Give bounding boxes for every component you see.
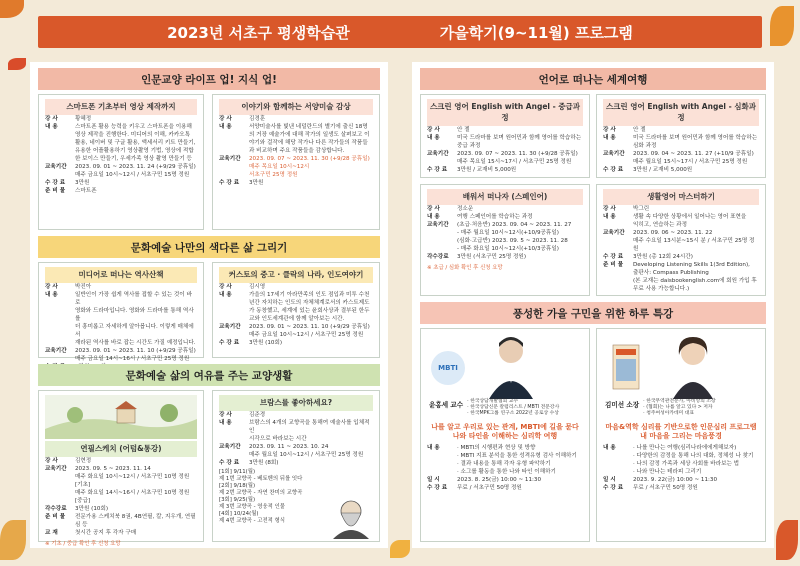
row-key: 준 비 물 [603, 262, 624, 268]
row-key: 준 비 물 [45, 188, 66, 194]
row-key: 교육기간 [45, 348, 67, 354]
row-value: 첫시간 공지 후 각자 구매 [75, 530, 137, 536]
leaf-decoration [0, 0, 24, 18]
row-key: 강 사 [219, 284, 232, 290]
row-value: 2023. 09. 07 ~ 2023. 11. 30 (+9/28 공휴일) 매주 목요일 15시~17시 / 서초구민 25명 정원 [457, 151, 578, 165]
row-key: 교육기간 [427, 151, 449, 157]
row-value: 2023. 09. 5 ~ 2023. 11. 14 매주 화요일 10시~12시 / 서초구민 10명 정원 [기초] 매주 화요일 14시~16시 / 서초구민 10명 정원 [중급] [75, 466, 190, 504]
row-key: 강 사 [219, 412, 232, 418]
course-title: 브람스를 좋아하세요? [219, 395, 373, 411]
course-title: 이야기와 함께하는 서양미술 감상 [219, 99, 373, 115]
leaf-decoration [8, 58, 26, 70]
right-page [412, 62, 774, 548]
mbti-badge-icon: MBTI [431, 351, 465, 385]
row-key: 강 사 [603, 127, 616, 133]
leaf-decoration [0, 520, 26, 560]
row-value: 전문가용 스케치북 8권, 4B연필, 칼, 지우개, 연필심 등 [75, 514, 196, 528]
row-key: 교육기간 [45, 466, 67, 472]
course-card-daily-english[interactable] [596, 184, 766, 296]
row-key: 강 사 [427, 206, 440, 212]
row-value: 3만원 (8회) [249, 460, 279, 466]
row-key: 강 사 [603, 206, 616, 212]
row-value: 3만원 [249, 180, 264, 186]
book-cover-icon [613, 345, 639, 389]
lecture-title: 마음&역학 심리를 기반으로한 인문심리 프로그램 내 마음을 그리는 마음풍경 [605, 423, 757, 440]
section-header-special-lecture: 풍성한 가을 구민을 위한 하루 특강 [420, 302, 766, 324]
row-key: 수 강 료 [219, 180, 240, 186]
row-key: 각수강료 [45, 506, 67, 512]
row-value: 정소운 [457, 206, 474, 212]
row-value: · MBTI의 시행편과 현상 및 방향 · MBTI 지표 분석을 통한 성격유형 검사 이해하기 · 결과 내용을 통해 각자 유형 파악하기 · 소그룹 활동을 통한 나와 타인 이해하기 [457, 445, 577, 475]
row-value: 무료 / 서초구민 50명 정원 [633, 485, 698, 491]
row-key: 일 시 [603, 477, 616, 483]
row-key: 수 강 료 [219, 460, 240, 466]
row-key: 교육기간 [219, 444, 241, 450]
row-value: 브람스의 4개의 교향곡을 통해여 예술사를 입체적인 시각으로 바라보는 시간 [249, 420, 370, 442]
row-key: 교육기간 [427, 222, 449, 228]
row-key: 내 용 [427, 135, 440, 141]
speaker-portrait-icon [667, 333, 719, 399]
row-value: 3만원 (10회) [249, 340, 283, 346]
course-card-brahms[interactable] [212, 390, 380, 542]
row-value: 일반인이 가장 쉽게 역사를 접할 수 있는 것이 바로 영화와 드라마입니다. 영화와 드라마를 통해 역사를 더 흥미롭고 자세하게 알아봅니다. 이렇게 매체에서 재라된 역사를 바로 잡는 시간도 가질 예정입니다. [75, 292, 196, 346]
section-header-humanities: 인문교양 라이프 업! 지식 업! [38, 68, 380, 90]
row-key: 내 용 [219, 292, 232, 298]
course-title: 스마트폰 기초부터 영상 제작까지 [45, 99, 197, 115]
row-key: 준 비 물 [45, 514, 66, 520]
row-key: 수 강 료 [603, 254, 624, 260]
row-value: 안 젤 [633, 127, 646, 133]
row-value: 2023. 09. 11 ~ 2023. 10. 24 매주 월요일 10시~12시 / 서초구민 25명 정원 [249, 444, 364, 458]
row-value: 2023. 09. 01 ~ 2023. 11. 24 (+9/29 공휴일) 매주 금요일 10시~12시 / 서초구민 15명 정원 [75, 164, 196, 178]
row-key: 수 강 료 [427, 485, 448, 491]
row-value: 가을의 17세기 아라만족의 인도 점입과 미투 수천 년간 자치하는 인도의 자체체계로서의 카스트제도 가 동창했고, 세계에 있는 윤회사상과 결부된 한두 교와 인도세계관에 함께 알아보는 시간. [249, 292, 370, 322]
course-note: ※ 초급 / 심화 확인 후 신청 요망 [427, 265, 503, 271]
header-bar [38, 16, 762, 48]
row-key: 내 용 [45, 292, 58, 298]
lecture-card-mbti[interactable] [420, 328, 590, 542]
course-card-india-story[interactable] [212, 262, 380, 358]
row-key: 강 사 [45, 116, 58, 122]
section-header-culture: 문화예술 나만의 색다른 삶 그리기 [38, 236, 380, 258]
row-value: 2023. 09. 06 ~ 2023. 11. 22 매주 수요일 13시분~15시 분 / 서초구민 25명 정원 [633, 230, 755, 252]
row-key: 내 용 [427, 445, 440, 451]
header-title-right: 가을학기(9~11월) 프로그램 [439, 23, 633, 42]
row-value: · 나를 만나는 여행(심리나라에에게해보자) · 다양한의 감정을 통해 나의 대화, 정체성 나 찾기 · 나의 감정 가족과 세상 사회를 바라보는 법 · 나와 만나는 테라피 그리기 [633, 445, 754, 475]
row-value: 2023. 09. 01 ~ 2023. 11. 10 (+9/29 공휴일) 매주 금요일 10시~12시 / 서초구민 25명 정원 [249, 324, 370, 338]
row-value: 3만원 / 교재비 5,000원 [457, 167, 517, 173]
row-key: 내 용 [603, 135, 616, 141]
row-key: 수 강 료 [427, 167, 448, 173]
course-card-pencil-sketch[interactable] [38, 390, 204, 547]
speaker-name: 김미선 소장 [605, 401, 640, 409]
section-header-leisure: 문화예술 삶의 여유를 주는 교양생활 [38, 364, 380, 386]
row-key: 교육기간 [45, 164, 67, 170]
leaf-decoration [776, 520, 798, 560]
course-card-media-history[interactable] [38, 262, 204, 362]
course-card-smartphone[interactable] [38, 94, 204, 230]
row-value: 미국 드라마를 보며 원어민과 함께 영어를 학습하는 중급 과정 [457, 135, 582, 149]
brahms-portrait-illustration [329, 495, 373, 539]
course-title: 스크린 영어 English with Angel - 심화과정 [603, 99, 759, 126]
course-card-english-intermediate[interactable] [420, 94, 590, 178]
row-key: 내 용 [603, 445, 616, 451]
course-card-english-advanced[interactable] [596, 94, 766, 178]
row-value: 3만원 / 교재비 5,000원 [633, 167, 693, 173]
row-key: 강 사 [45, 284, 58, 290]
lecture-title: 나를 알고 우리로 있는 관계, MBTI에 길을 묻다 나와 타인을 이해하는 심리학 여행 [431, 423, 579, 440]
row-value: 3만원 (10회) [75, 506, 109, 512]
landscape-sketch-illustration [45, 395, 197, 439]
row-value: 3만원 (총 12회 24시간) [633, 254, 693, 260]
row-key: 수 강 료 [603, 485, 624, 491]
row-value: 3만원 [75, 180, 90, 186]
row-value: 안 젤 [457, 127, 470, 133]
row-value: 2023. 09. 01 ~ 2023. 11. 10 (+9/29 공휴일) 매주 금요일 14시~16시 / 서초구민 25명 정원 [75, 348, 196, 362]
row-key: 내 용 [219, 124, 232, 130]
row-value: 김시영 [249, 284, 266, 290]
row-value: 스마트폰 [75, 188, 97, 194]
course-card-spanish[interactable] [420, 184, 590, 296]
row-key: 교육기간 [219, 156, 241, 162]
row-key: 교육기간 [603, 230, 625, 236]
row-value: 무료 / 서초구민 50명 정원 [457, 485, 522, 491]
row-key: 교육기간 [219, 324, 241, 330]
row-value: 스마트폰 활용 능력을 키우고 스마트폰을 이용해 영상 제작을 진행한다. 미디어의 이해, 카카오톡 활용, 네이버 및 구글 활용, 액세서리 키트 만들기, 유용한 어플활용하기 영상촬영 기법, 영상에 적합 한 보이스 만들기, 우세가족 영상 촬영 만들기 등 [75, 124, 196, 162]
row-value: 2023. 09. 04 ~ 2023. 11. 27 (+10/9 공휴일) 매주 월요일 15시~17시 / 서초구민 25명 정원 [633, 151, 754, 165]
row-value: (초급·처음반) 2023. 09. 04 ~ 2023. 11. 27 - 매주 월요일 10시~12시(+10/9공휴일) (심화·고급반) 2023. 09. 5 ~ 2023. 11. 28 - 매주 화요일 10시~12시(+10/3공휴일) [457, 222, 572, 252]
row-key: 수 강 료 [603, 167, 624, 173]
row-key: 내 용 [219, 420, 232, 426]
course-title: 스크린 영어 English with Angel - 중급과정 [427, 99, 583, 126]
row-key: 강 사 [45, 458, 58, 464]
brahms-schedule: [1회] 9/11(월) 제 1번 교향곡 - 베토벤의 뒤를 잇다 [2회] 9/18(월) 제 2번 교향곡 - 자연 찬미의 교향곡 [3회] 9/25(월) 제 3번 교향곡 - 영웅적 인물 [4회] 10/24(월) 제 4번 교향곡 - 고전적 형식 [219, 469, 303, 524]
row-key: 내 용 [427, 214, 440, 220]
row-key: 내 용 [603, 214, 616, 220]
row-value: Developing Listening Skills 1(3rd Edition), 출판사: Compass Publishing (본 교재는 daisbookenglish.com에 회원 가입 후 무료 사용 가능합니다.) [633, 262, 757, 292]
row-value: 황혜정 [75, 116, 92, 122]
course-title: 배워서 떠나자 (스페인어) [427, 189, 583, 205]
course-title: 커스토의 중고 · 클락의 나라, 인도여야기 [219, 267, 373, 283]
leaf-decoration [770, 6, 794, 46]
row-key: 강 사 [219, 116, 232, 122]
row-value: 미국 드라마를 보며 원어민과 함께 영어를 학습하는 심화 과정 [633, 135, 758, 149]
speaker-bio: · 한국상담개발협회 교수 · 한국상담신문 칼럼리스트 / MBTI 전문강사 · 한국MPK그룹 연구소 2022년 공로상 수상 [467, 399, 560, 416]
row-value: 2023. 9. 22(금) 10:00 ~ 11:30 [633, 477, 718, 483]
row-value: 박그린 [633, 206, 650, 212]
row-value: 생활 속 다양한 상황에서 일어나는 영어 표현을 익히고, 연습하는 과정 [633, 214, 747, 228]
lecture-card-mind-landscape[interactable] [596, 328, 766, 542]
row-value: 김현정 [75, 458, 92, 464]
row-key: 수 강 료 [45, 180, 66, 186]
row-value: 2023. 8. 25(금) 10:00 ~ 11:30 [457, 477, 542, 483]
row-value: 3만원 (서초구민 25명 정원) [457, 254, 527, 260]
speaker-bio: · 한국무역관전문가, 아비앙의 소장 · (협회)는 나를 알고 있다 > 저자 · 청주여성아카데미 대표 [643, 399, 716, 416]
row-value: 서양미술사를 빛낸 네덜란드의 별기에 출신 18명 의 거장 예술가에 대해 작가의 일생도 살펴보고 이 야기와 걸작에 해당 작가나 다른 작가들의 작품들 과 비교하며 주요 작품들을 감상합니다. [249, 124, 370, 154]
course-card-western-art[interactable] [212, 94, 380, 230]
course-title: 생활영어 마스터하기 [603, 189, 759, 205]
row-key: 일 시 [427, 477, 440, 483]
row-key: 교육기간 [603, 151, 625, 157]
leaf-decoration [390, 540, 410, 558]
course-note: ※ 기초 / 중급 확인 후 신청 요망 [45, 541, 121, 547]
row-key: 강 사 [427, 127, 440, 133]
course-title: 미디어로 떠나는 역사산책 [45, 267, 197, 283]
row-value: 2023. 09. 07 ~ 2023. 11. 30 (+9/28 공휴일) 매주 목요일 10시~12시 서초구민 25명 정원 [249, 156, 370, 178]
speaker-name: 윤홍세 교수 [429, 401, 464, 409]
left-page [30, 62, 388, 548]
row-value: 박진아 [75, 284, 92, 290]
row-key: 내 용 [45, 124, 58, 130]
row-key: 교 재 [45, 530, 58, 536]
header-title-left: 2023년 서초구 평생학습관 [167, 23, 350, 42]
row-value: 김준경 [249, 412, 266, 418]
row-value: 김경훈 [249, 116, 266, 122]
course-title: 연필스케치 (어텀&통강) [45, 441, 197, 457]
row-value: 여행 스페인어를 학습하는 과정 [457, 214, 533, 220]
speaker-portrait-icon [485, 333, 537, 399]
section-header-language: 언어로 떠나는 세계여행 [420, 68, 766, 90]
row-key: 각수강료 [427, 254, 449, 260]
row-key: 수 강 료 [219, 340, 240, 346]
